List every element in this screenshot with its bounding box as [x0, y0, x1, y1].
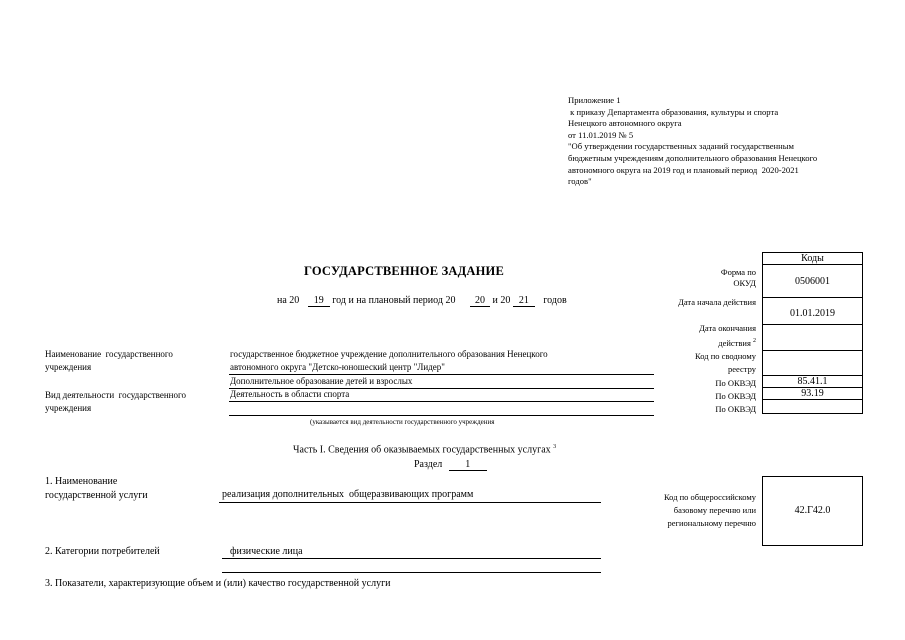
appendix-line: к приказу Департамента образования, культуры и спорта [568, 106, 779, 117]
service-code-label-line: базовому перечню или [673, 505, 756, 515]
consumers-underline-2 [222, 572, 601, 573]
appendix-line: годов" [568, 176, 592, 187]
institution-label [45, 348, 173, 374]
service-code-label-line: Код по общероссийскому [663, 492, 756, 502]
okud-label-line: ОКУД [733, 278, 756, 288]
part-title [293, 444, 556, 455]
appendix-line: бюджетным учреждениям дополнительного образования Ненецкого [568, 152, 818, 163]
service-label-line: 1. Наименование [45, 476, 118, 487]
service-value: реализация дополнительных общеразвивающих программ [222, 489, 474, 500]
activity-note: (указывается вид деятельности государственного учреждения [310, 418, 495, 426]
registry-label [695, 351, 756, 375]
period-line [277, 295, 567, 307]
activity-underline-3 [229, 415, 654, 416]
service-label [45, 475, 148, 503]
end-date-label-line: Дата окончания [699, 323, 756, 333]
institution-underline [229, 374, 654, 375]
institution-label-line: Наименование государственного [45, 349, 173, 359]
end-date-footnote: 2 [753, 338, 756, 344]
service-code-value: 42.Г42.0 [794, 505, 831, 516]
start-date: 01.01.2019 [763, 298, 863, 325]
section-label: Раздел [414, 459, 443, 470]
okud-label-line: Форма по [720, 267, 756, 277]
service-underline [219, 502, 601, 503]
activity-label-line: Вид деятельности государственного [45, 390, 186, 400]
okved-code-3 [763, 400, 863, 414]
period-year2: 20 [470, 295, 490, 307]
section-heading [414, 459, 487, 471]
service-code-label [664, 491, 756, 530]
end-date-label [699, 323, 756, 349]
appendix-line: от 11.01.2019 № 5 [568, 129, 634, 140]
institution-label-line: учреждения [45, 362, 92, 372]
period-prefix: на 20 [277, 295, 300, 306]
appendix-line: автономного округа на 2019 год и плановый период 2020-2021 [568, 164, 799, 175]
codes-header: Коды [763, 253, 863, 265]
okud-code: 0506001 [763, 265, 863, 298]
service-code-label-line: региональному перечню [667, 518, 756, 528]
appendix-line: Приложение 1 [568, 95, 621, 105]
start-date-label: Дата начала действия [678, 297, 756, 307]
activity-label-line: учреждения [45, 403, 92, 413]
institution-name-line: автономного округа "Детско-юношеский центр "Лидер" [230, 362, 445, 372]
period-year1: 19 [308, 295, 330, 307]
document-title: ГОСУДАРСТВЕННОЕ ЗАДАНИЕ [304, 264, 505, 278]
okved-label-3: По ОКВЭД [715, 404, 756, 414]
period-year3: 21 [513, 295, 535, 307]
end-date [763, 325, 863, 351]
okved-label-2: По ОКВЭД [715, 391, 756, 401]
consumers-underline-1 [222, 558, 601, 559]
end-date-label-line [699, 336, 756, 349]
registry-code [763, 351, 863, 376]
okved-code-1: 85.41.1 [763, 376, 863, 388]
okud-label [721, 267, 756, 289]
period-middle: год и на плановый период 20 [332, 295, 456, 306]
service-label-line: государственной услуги [45, 490, 148, 501]
end-date-label-text: действия [718, 337, 751, 348]
activity-value-1: Дополнительное образование детей и взрослых [230, 376, 413, 386]
registry-label-line: реестру [728, 364, 756, 374]
okved-label-1: По ОКВЭД [715, 378, 756, 388]
institution-name [230, 348, 548, 374]
part-footnote: 3 [553, 444, 557, 450]
period-suffix: годов [543, 295, 567, 306]
appendix-line: "Об утверждении государственных заданий государственным [568, 141, 794, 152]
section-number: 1 [449, 459, 487, 471]
okved-code-2: 93.19 [763, 388, 863, 400]
activity-value-2: Деятельность в области спорта [230, 389, 350, 399]
appendix-header [568, 95, 878, 188]
activity-label [45, 389, 186, 415]
part-title-text: Часть I. Сведения об оказываемых государственных услугах [293, 444, 551, 456]
indicators-label: 3. Показатели, характеризующие объем и (или) качество государственной услуги [45, 578, 391, 589]
institution-name-line: государственное бюджетное учреждение дополнительного образования Ненецкого [230, 349, 548, 359]
consumers-value: физические лица [230, 546, 303, 557]
codes-table [762, 252, 863, 414]
registry-label-line: Код по сводному [695, 351, 756, 361]
period-and: и 20 [492, 295, 511, 306]
activity-underline-2 [229, 401, 654, 402]
appendix-line: Ненецкого автономного округа [568, 118, 682, 129]
consumers-label: 2. Категории потребителей [45, 546, 160, 557]
